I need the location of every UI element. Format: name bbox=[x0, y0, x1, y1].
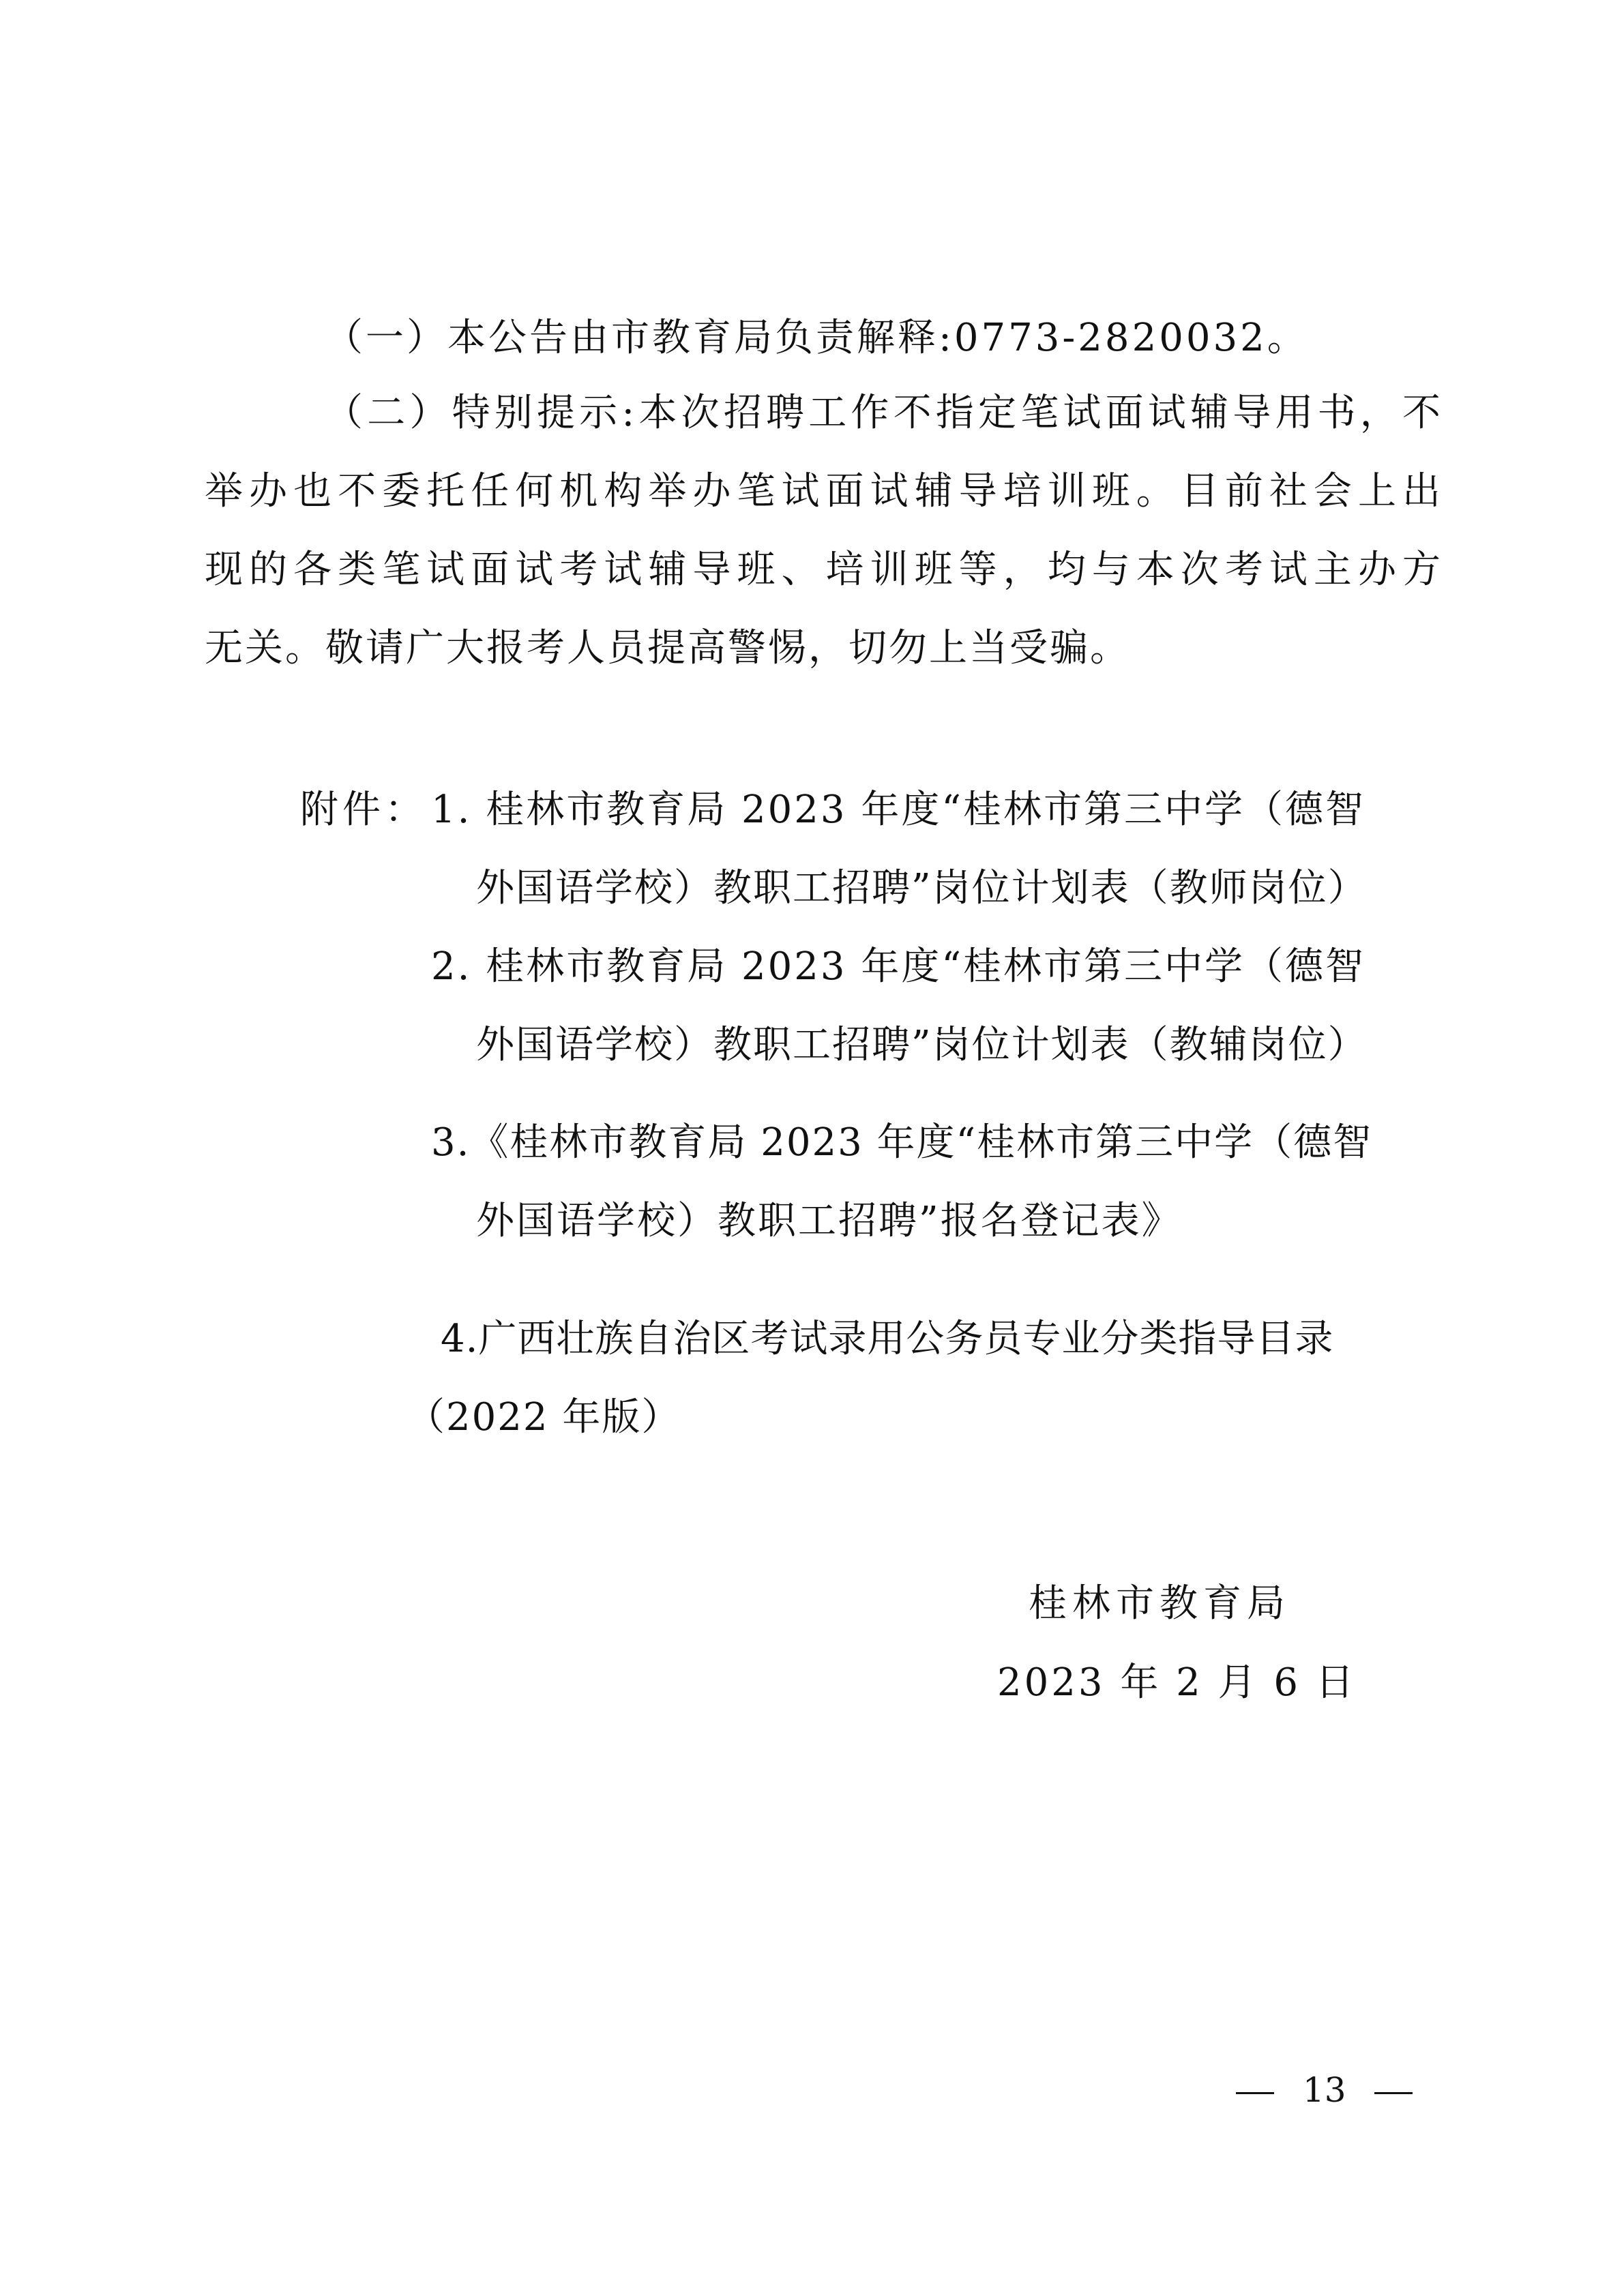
notice-item-2-line-2: 举办也不委托任何机构举办笔试面试辅导培训班。目前社会上出 bbox=[205, 469, 1441, 513]
attachment-2-line-2: 外国语学校）教职工招聘”岗位计划表（教辅岗位） bbox=[476, 1023, 1368, 1067]
attachments-label: 附件： bbox=[300, 788, 427, 832]
page-footer bbox=[1236, 2066, 1413, 2114]
attachment-4-line-1: 4.广西壮族自治区考试录用公务员专业分类指导目录 bbox=[441, 1317, 1334, 1361]
attachment-2-line-1: 2. 桂林市教育局 2023 年度“桂林市第三中学（德智 bbox=[431, 944, 1365, 989]
notice-item-2-line-1: （二）特别提示:本次招聘工作不指定笔试面试辅导用书，不 bbox=[325, 391, 1441, 435]
attachment-1-line-2: 外国语学校）教职工招聘”岗位计划表（教师岗位） bbox=[476, 866, 1368, 910]
notice-item-2-line-3: 现的各类笔试面试考试辅导班、培训班等，均与本次考试主办方 bbox=[205, 548, 1441, 592]
page-number-dash-right bbox=[1374, 2092, 1413, 2094]
attachment-1-line-1: 1. 桂林市教育局 2023 年度“桂林市第三中学（德智 bbox=[431, 788, 1365, 832]
issuing-organization: 桂林市教育局 bbox=[1029, 1581, 1290, 1626]
issue-date: 2023 年 2 月 6 日 bbox=[997, 1660, 1357, 1705]
page-number: 13 bbox=[1302, 2070, 1346, 2110]
attachment-3-line-2: 外国语学校）教职工招聘”报名登记表》 bbox=[476, 1199, 1182, 1243]
page-number-dash-left bbox=[1236, 2092, 1274, 2094]
attachment-3-line-1: 3.《桂林市教育局 2023 年度“桂林市第三中学（德智 bbox=[431, 1120, 1373, 1165]
notice-item-2-line-4: 无关。敬请广大报考人员提高警惕，切勿上当受骗。 bbox=[205, 626, 1130, 670]
attachment-4-line-2: （2022 年版） bbox=[407, 1395, 681, 1440]
notice-item-1: （一）本公告由市教育局负责解释:0773-2820032。 bbox=[325, 316, 1308, 360]
